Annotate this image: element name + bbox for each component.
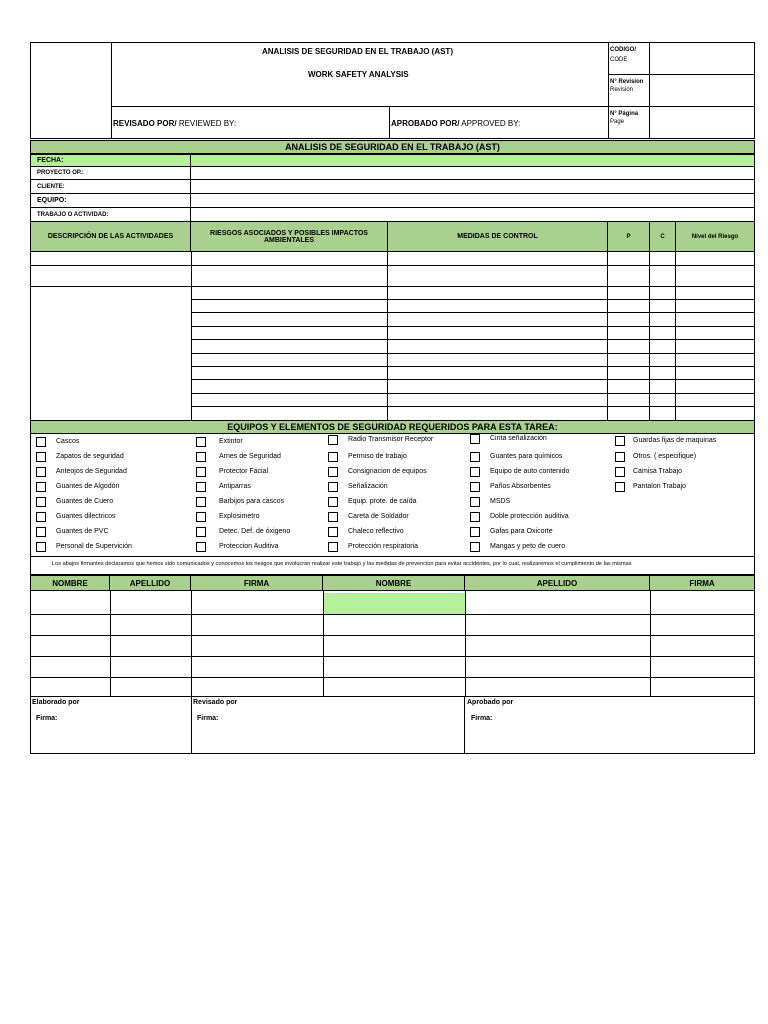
equipment-label: Equipo de auto contenido xyxy=(490,468,570,475)
equipment-checkbox[interactable] xyxy=(470,512,480,522)
equipment-checkbox[interactable] xyxy=(470,527,480,537)
equipment-checkbox[interactable] xyxy=(328,527,338,537)
equipment-checkbox[interactable] xyxy=(328,452,338,462)
equipment-label: Señalización xyxy=(348,483,388,490)
field-proyecto-label: PROYECTO OP.: xyxy=(30,166,191,180)
equipment-label: Arnes de Seguridad xyxy=(219,453,281,460)
logo-area xyxy=(31,43,110,138)
equipment-checkbox[interactable] xyxy=(36,497,46,507)
sign-col-nombre-2: NOMBRE xyxy=(322,575,465,591)
code-es: CODIGO/ xyxy=(610,47,637,53)
equipment-checkbox[interactable] xyxy=(470,497,480,507)
sign-col-apellido-1: APELLIDO xyxy=(109,575,191,591)
equipment-label: Cinta señalización xyxy=(490,435,547,442)
footer-prepared-label: Elaborado por xyxy=(32,699,80,706)
col-descripcion: DESCRIPCIÓN DE LAS ACTIVIDADES xyxy=(30,221,191,252)
field-equipo-label: EQUIPO: xyxy=(30,193,191,208)
sign-col-apellido-2: APELLIDO xyxy=(464,575,650,591)
footer-block xyxy=(30,696,755,754)
equipment-checkbox[interactable] xyxy=(36,527,46,537)
equipment-label: Antiparras xyxy=(219,483,251,490)
equipment-title: EQUIPOS Y ELEMENTOS DE SEGURIDAD REQUERIDOS PARA ESTA TAREA: xyxy=(30,420,755,434)
equipment-checkbox[interactable] xyxy=(196,452,206,462)
reviewed-by-label xyxy=(113,119,236,128)
header-title-es: ANALISIS DE SEGURIDAD EN EL TRABAJO (AST) xyxy=(262,47,453,56)
revision-es: N° Revision xyxy=(610,79,644,85)
equipment-label: Radio Transmisor Receptor xyxy=(348,436,434,443)
revision-en: Revisión xyxy=(610,87,634,93)
equipment-label: MSDS xyxy=(490,498,511,505)
equipment-label: Anteojos de Seguridad xyxy=(56,468,127,475)
footer-reviewed-label: Revisado por xyxy=(193,699,238,706)
footer-approved-label: Aprobado por xyxy=(467,699,514,706)
equipment-checkbox[interactable] xyxy=(470,542,480,552)
col-nivel-riesgo: Nivel del Riesgo xyxy=(675,221,755,252)
col-riesgos: RIESGOS ASOCIADOS Y POSIBLES IMPACTOS AMBIENTALES xyxy=(190,221,388,252)
equipment-label: Guantes de PVC xyxy=(56,528,109,535)
field-proyecto-value[interactable] xyxy=(190,166,755,180)
equipment-checkbox[interactable] xyxy=(196,542,206,552)
equipment-label: Cascos xyxy=(56,438,80,445)
code-en: CODE xyxy=(610,57,628,63)
equipment-checkbox[interactable] xyxy=(470,482,480,492)
equipment-label: Proteccion Auditiva xyxy=(219,543,279,550)
equipment-label: Camisa Trabajo xyxy=(633,468,683,475)
equipment-label: Permiso de trabajo xyxy=(348,453,407,460)
code-label xyxy=(610,45,636,65)
equipment-checkbox[interactable] xyxy=(470,452,480,462)
field-trabajo-label: TRABAJO O ACTIVIDAD: xyxy=(30,207,191,222)
header-title-en: WORK SAFETY ANALYSIS xyxy=(308,70,409,79)
page-en: Page xyxy=(610,119,625,125)
footer-reviewed-sign[interactable]: Firma: xyxy=(197,715,219,722)
signature-body[interactable] xyxy=(30,590,755,697)
equipment-label: Guardas fijas de maquinas xyxy=(633,437,717,444)
col-medidas: MEDIDAS DE CONTROL xyxy=(387,221,608,252)
equipment-label: Guantes para químicos xyxy=(490,453,563,460)
equipment-checkbox[interactable] xyxy=(36,452,46,462)
equipment-checkbox[interactable] xyxy=(615,482,625,492)
footer-prepared-sign[interactable]: Firma: xyxy=(36,715,58,722)
equipment-checkbox[interactable] xyxy=(470,434,480,444)
equipment-checkbox[interactable] xyxy=(36,542,46,552)
field-cliente-value[interactable] xyxy=(190,179,755,194)
equipment-checkbox[interactable] xyxy=(328,512,338,522)
equipment-label: Explosimetro xyxy=(219,513,260,520)
equipment-checkbox[interactable] xyxy=(328,497,338,507)
equipment-label: Guantes de Algodón xyxy=(56,483,120,490)
approved-by-label xyxy=(391,119,520,128)
equipment-checkbox[interactable] xyxy=(470,467,480,477)
equipment-label: Chaleco reflectivo xyxy=(348,528,404,535)
section-title: ANALISIS DE SEGURIDAD EN EL TRABAJO (AST) xyxy=(30,140,755,154)
equipment-checkbox[interactable] xyxy=(36,512,46,522)
field-fecha-label: FECHA: xyxy=(30,154,191,167)
approved-en: APPROVED BY: xyxy=(461,119,521,128)
declaration-text: Los abajos firmantes declaramos que hemos sido comunicados y conocemos los riesgos que involucran realizar este trabajo y las medidas de prevencion para evitar accidentes, por lo cual, realizaremos el cumplimiento de las mismas xyxy=(52,561,632,567)
approved-es: APROBADO POR/ xyxy=(391,119,460,128)
reviewed-es: REVISADO POR/ xyxy=(113,119,177,128)
equipment-label: Otros. ( especifique) xyxy=(633,453,697,460)
sign-col-nombre-1: NOMBRE xyxy=(30,575,110,591)
equipment-checkbox[interactable] xyxy=(328,482,338,492)
reviewed-en: REVIEWED BY: xyxy=(178,119,237,128)
equipment-label: Guantes dilectricos xyxy=(56,513,116,520)
equipment-checkbox[interactable] xyxy=(36,437,46,447)
equipment-checkbox[interactable] xyxy=(36,467,46,477)
revision-label xyxy=(610,78,643,94)
equipment-label: Protector Facial xyxy=(219,468,269,475)
equipment-label: Mangas y peto de cuero xyxy=(490,543,566,550)
equipment-label: Personal de Supervición xyxy=(56,543,132,550)
equipment-label: Doble protección auditiva xyxy=(490,513,569,520)
equipment-label: Equip. prote. de caída xyxy=(348,498,417,505)
equipment-checkbox[interactable] xyxy=(36,482,46,492)
field-cliente-label: CLIENTE: xyxy=(30,179,191,194)
equipment-label: Protección respiratoria xyxy=(348,543,419,550)
equipment-label: Gafas para Oxicorte xyxy=(490,528,553,535)
equipment-area xyxy=(30,433,755,557)
equipment-checkbox[interactable] xyxy=(196,437,206,447)
equipment-checkbox[interactable] xyxy=(615,452,625,462)
equipment-label: Careta de Soldador xyxy=(348,513,409,520)
page-es: N° Página xyxy=(610,111,639,117)
page-label xyxy=(610,110,638,126)
footer-approved-sign[interactable]: Firma: xyxy=(471,715,493,722)
equipment-label: Pantalon Trabajo xyxy=(633,483,686,490)
equipment-checkbox[interactable] xyxy=(196,482,206,492)
equipment-checkbox[interactable] xyxy=(615,436,625,446)
equipment-label: Detec. Def. de óxigeno xyxy=(219,528,291,535)
equipment-checkbox[interactable] xyxy=(196,512,206,522)
equipment-label: Consignacion de equipos xyxy=(348,468,427,475)
equipment-label: Extintor xyxy=(219,438,243,445)
col-p: P xyxy=(607,221,650,252)
equipment-checkbox[interactable] xyxy=(328,467,338,477)
sign-col-firma-1: FIRMA xyxy=(190,575,323,591)
equipment-checkbox[interactable] xyxy=(328,435,338,445)
equipment-checkbox[interactable] xyxy=(196,497,206,507)
equipment-checkbox[interactable] xyxy=(196,527,206,537)
equipment-label: Paños Absorbentes xyxy=(490,483,551,490)
activities-body[interactable] xyxy=(30,251,755,421)
field-trabajo-value[interactable] xyxy=(190,207,755,222)
equipment-checkbox[interactable] xyxy=(328,542,338,552)
col-c: C xyxy=(649,221,676,252)
equipment-label: Zapatos de seguridad xyxy=(56,453,124,460)
equipment-label: Guantes de Cuero xyxy=(56,498,114,505)
equipment-label: Barbijos para cascos xyxy=(219,498,284,505)
equipment-checkbox[interactable] xyxy=(196,467,206,477)
sign-col-firma-2: FIRMA xyxy=(649,575,755,591)
field-equipo-value[interactable] xyxy=(190,193,755,208)
equipment-checkbox[interactable] xyxy=(615,467,625,477)
